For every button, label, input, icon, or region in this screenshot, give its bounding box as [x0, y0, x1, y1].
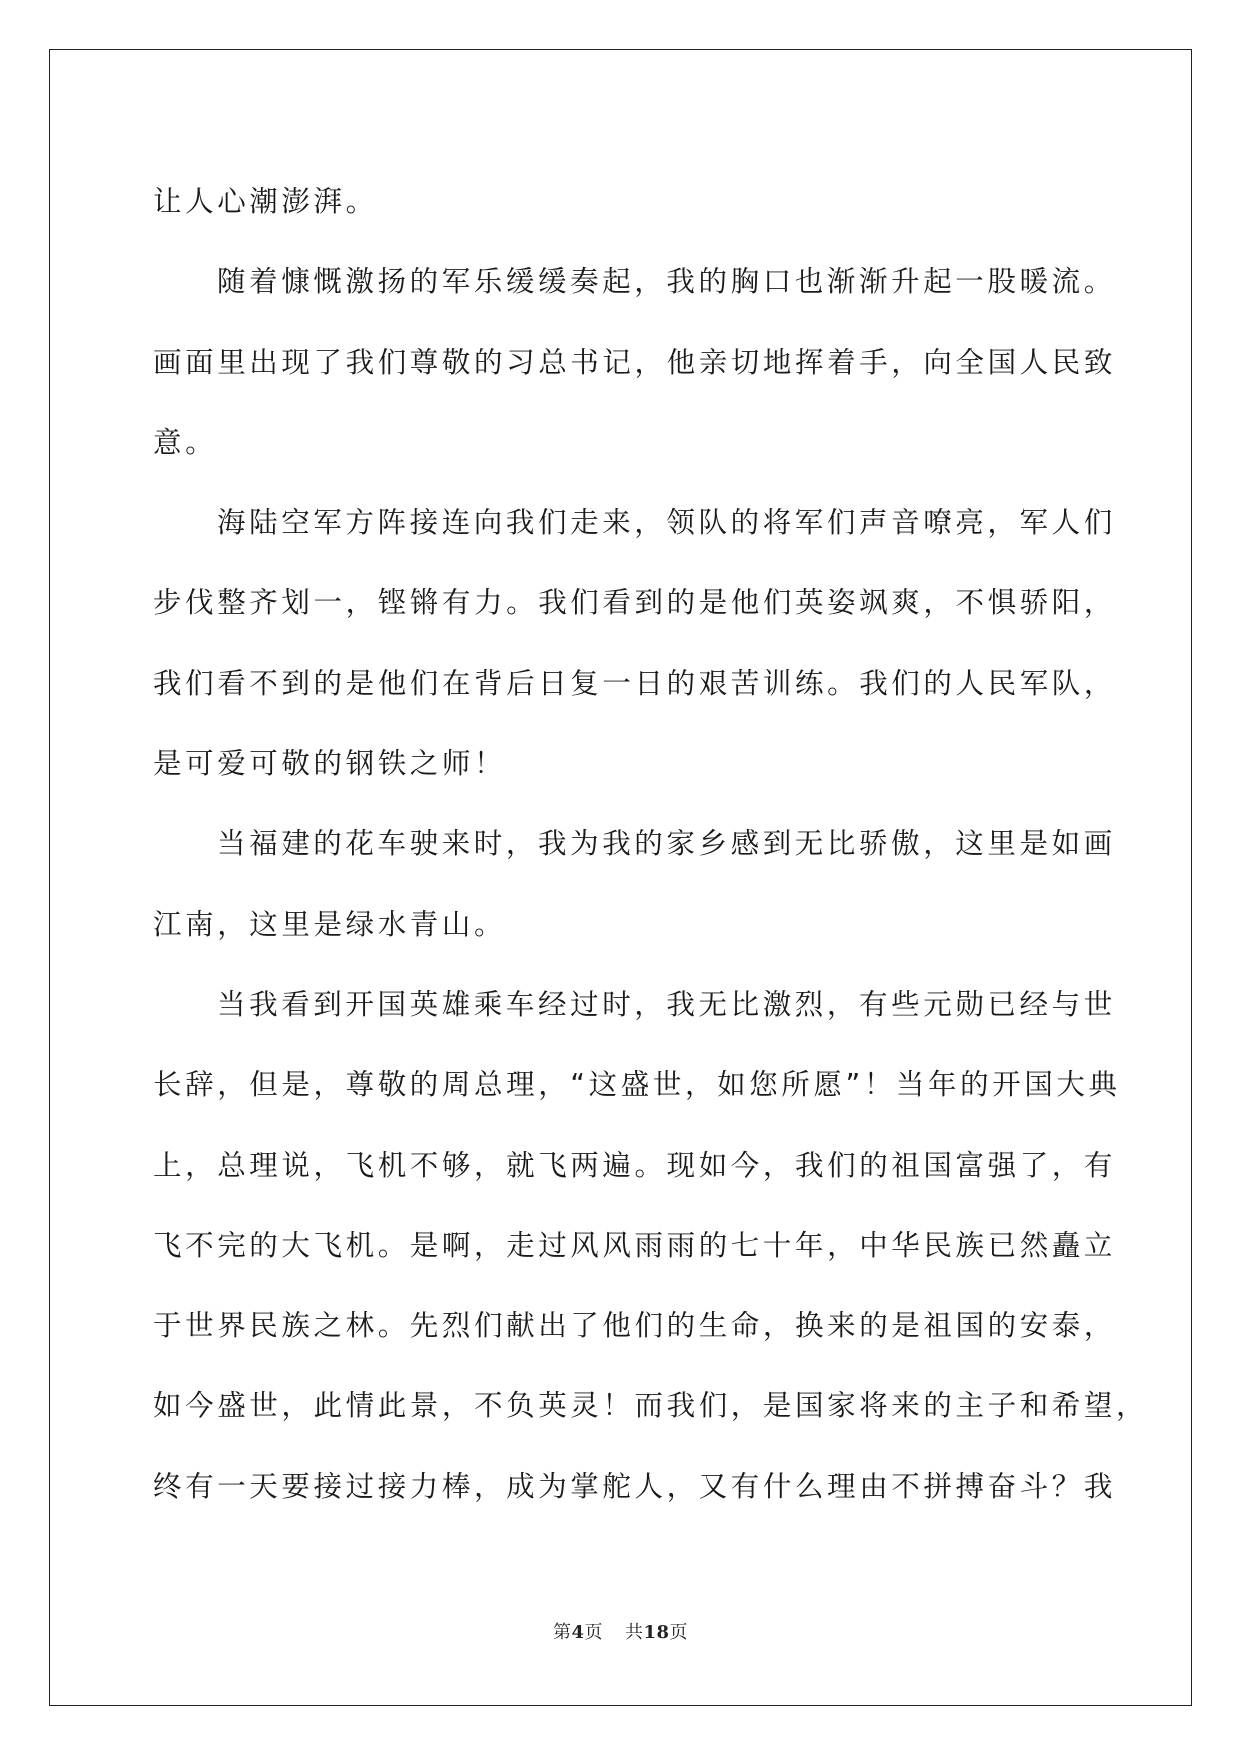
document-body: [153, 162, 1149, 1527]
text-line: 于世界民族之林。先烈们献出了他们的生命，换来的是祖国的安泰，: [153, 1309, 1117, 1343]
page-footer: [0, 1618, 1241, 1644]
text-line: 上，总理说，飞机不够，就飞两遍。现如今，我们的祖国富强了，有: [153, 1148, 1117, 1182]
text-line: 是可爱可敬的钢铁之师！: [153, 747, 507, 781]
footer-total-pages: 18: [643, 1622, 670, 1643]
footer-page-number: 4: [571, 1622, 585, 1643]
text-line: 海陆空军方阵接连向我们走来，领队的将军们声音嘹亮，军人们: [217, 506, 1116, 540]
text-line: 当福建的花车驶来时，我为我的家乡感到无比骄傲，这里是如画: [217, 827, 1116, 861]
text-line: 让人心潮澎湃。: [153, 185, 378, 218]
text-line: 画面里出现了我们尊敬的习总书记，他亲切地挥着手，向全国人民致: [153, 345, 1117, 379]
text-line: 飞不完的大飞机。是啊，走过风风雨雨的七十年，中华民族已然矗立: [153, 1228, 1117, 1262]
text-line: 我们看不到的是他们在背后日复一日的艰苦训练。我们的人民军队，: [153, 666, 1117, 700]
text-line: 当我看到开国英雄乘车经过时，我无比激烈，有些元勋已经与世: [217, 987, 1116, 1021]
text-line: 终有一天要接过接力棒，成为掌舵人，又有什么理由不拼搏奋斗？我: [153, 1469, 1117, 1503]
text-line: 意。: [153, 425, 218, 459]
text-line: 如今盛世，此情此景，不负英灵！而我们，是国家将来的主子和希望，: [153, 1389, 1149, 1423]
text-line: 随着慷慨激扬的军乐缓缓奏起，我的胸口也渐渐升起一股暖流。: [217, 265, 1116, 299]
text-line: 江南，这里是绿水青山。: [153, 907, 507, 941]
text-line: 步伐整齐划一，铿锵有力。我们看到的是他们英姿飒爽，不惧骄阳，: [153, 586, 1117, 620]
footer-page-prefix: 第: [552, 1622, 572, 1643]
text-line: 长辞，但是，尊敬的周总理，“这盛世，如您所愿”！当年的开国大典: [153, 1068, 1121, 1102]
footer-total-suffix: 页: [669, 1622, 689, 1643]
footer-total-prefix: 共: [624, 1622, 644, 1643]
footer-page-suffix: 页: [584, 1622, 603, 1643]
